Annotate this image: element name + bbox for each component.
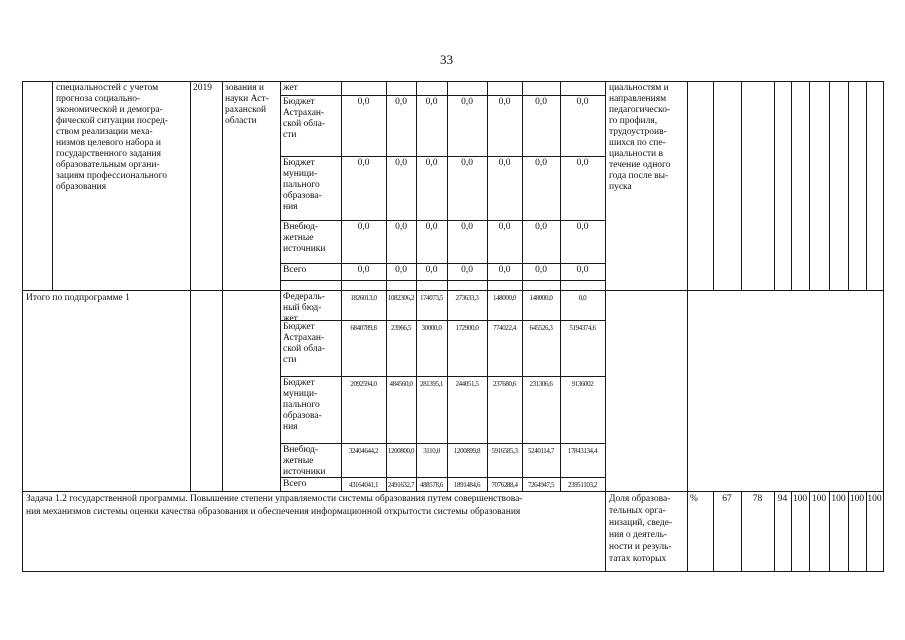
row-border bbox=[22, 571, 884, 572]
column-border bbox=[829, 81, 830, 291]
funding-value: 0,0 bbox=[425, 97, 438, 107]
column-border bbox=[774, 81, 775, 291]
funding-value: 0,0 bbox=[461, 97, 473, 107]
indicator-text: тельных орга- bbox=[609, 506, 666, 516]
funding-source: ния bbox=[283, 202, 298, 212]
funding-source: муници- bbox=[283, 389, 318, 399]
funding-value: 0,0 bbox=[576, 97, 589, 107]
column-border bbox=[416, 81, 417, 492]
target-value: 94 bbox=[777, 494, 788, 504]
funding-value: 2491632,7 bbox=[387, 481, 415, 489]
funding-value: 5194374,6 bbox=[569, 324, 596, 332]
funding-value: 0,0 bbox=[498, 265, 511, 275]
funding-value: 0,0 bbox=[498, 97, 511, 107]
funding-value: 6840789,8 bbox=[350, 324, 377, 332]
funding-value: 0,0 bbox=[357, 97, 370, 107]
funding-source: сти bbox=[283, 355, 297, 365]
funding-value: 0,0 bbox=[498, 158, 511, 168]
funding-value: 0,0 bbox=[535, 222, 547, 232]
indicator-text: ности и резуль- bbox=[609, 542, 672, 552]
target-value: 100 bbox=[792, 494, 808, 504]
funding-source: муници- bbox=[283, 169, 318, 179]
column-border bbox=[883, 491, 884, 572]
subtotal-label: Итого по подпрограмме 1 bbox=[26, 293, 130, 303]
indicator-text: низаций, сведе- bbox=[609, 518, 673, 528]
funding-source: Внебюд- bbox=[283, 445, 319, 455]
funding-value: 0,0 bbox=[395, 158, 407, 168]
program-description: экономической и демогра- bbox=[56, 105, 163, 115]
indicator-text: трудоустроив- bbox=[609, 127, 667, 137]
column-border bbox=[522, 81, 523, 492]
funding-value: 174073,5 bbox=[419, 294, 444, 302]
funding-value: 0,0 bbox=[535, 97, 547, 107]
executor-cell: науки Аст- bbox=[225, 94, 269, 104]
row-border bbox=[280, 320, 606, 321]
funding-source: Астрахан- bbox=[283, 333, 325, 343]
funding-source: образова- bbox=[283, 191, 322, 201]
funding-value: 484560,0 bbox=[389, 380, 413, 388]
column-border bbox=[190, 81, 191, 492]
column-border bbox=[487, 81, 488, 492]
program-description: низмов целевого набора и bbox=[56, 138, 161, 148]
column-border bbox=[605, 81, 606, 492]
funding-source: Бюджет bbox=[283, 97, 315, 107]
funding-value: 2092594,0 bbox=[350, 380, 377, 388]
indicator-text: направлениям bbox=[609, 94, 667, 104]
funding-value: 1200899,8 bbox=[453, 447, 481, 455]
funding-value: 0,0 bbox=[357, 158, 370, 168]
row-border bbox=[280, 477, 606, 478]
funding-source: образова- bbox=[283, 411, 322, 421]
indicator-text: циальностям и bbox=[609, 83, 669, 93]
funding-source: ния bbox=[283, 422, 298, 432]
column-border bbox=[605, 491, 606, 572]
funding-value: 23951103,2 bbox=[568, 481, 597, 489]
page-number: 33 bbox=[440, 52, 453, 67]
year-cell: 2019 bbox=[193, 83, 212, 93]
column-border bbox=[713, 81, 714, 291]
program-description: образовательным органи- bbox=[56, 160, 160, 170]
program-description: зациям профессионального bbox=[56, 171, 168, 181]
funding-value: 0,0 bbox=[461, 265, 473, 275]
funding-source: ный бюд- bbox=[283, 303, 322, 313]
funding-value: 1082306,2 bbox=[387, 294, 415, 302]
executor-cell: раханской bbox=[225, 105, 267, 115]
target-value: 100 bbox=[867, 494, 882, 504]
target-value: 78 bbox=[752, 494, 763, 504]
target-value: 100 bbox=[831, 494, 846, 504]
column-border bbox=[866, 81, 867, 291]
funding-value: 774022,4 bbox=[492, 324, 517, 332]
funding-value: 244051,5 bbox=[455, 380, 479, 388]
funding-value: 1891484,6 bbox=[453, 481, 481, 489]
column-border bbox=[687, 81, 688, 492]
funding-value: 148000,0 bbox=[492, 294, 517, 302]
funding-value: 0,0 bbox=[425, 265, 438, 275]
funding-value: 7076288,4 bbox=[491, 481, 518, 489]
funding-source: Бюджет bbox=[283, 158, 315, 168]
funding-value: 43164041,1 bbox=[348, 481, 379, 489]
indicator-text: педагогическо- bbox=[609, 105, 671, 115]
indicator-text: татах которых bbox=[609, 554, 667, 564]
funding-value: 17843134,4 bbox=[567, 447, 598, 455]
funding-source: ской обла- bbox=[283, 119, 326, 129]
column-border bbox=[22, 81, 23, 572]
row-border bbox=[280, 376, 606, 377]
target-value: 67 bbox=[722, 494, 732, 504]
funding-value: 0,0 bbox=[578, 294, 587, 302]
column-border bbox=[341, 81, 342, 492]
program-description: фической ситуации посред- bbox=[56, 116, 168, 126]
funding-value: 231306,6 bbox=[529, 380, 553, 388]
row-border bbox=[280, 280, 606, 281]
funding-value: 0,0 bbox=[425, 158, 438, 168]
column-border bbox=[222, 81, 223, 492]
task-description: Задача 1.2 государственной программы. Повышение степени управляемости системы образования путем совершенствова- bbox=[26, 494, 523, 504]
row-border bbox=[280, 263, 606, 264]
indicator-text: ния о деятель- bbox=[609, 530, 668, 540]
funding-source: жетные bbox=[283, 456, 314, 466]
funding-source: Бюджет bbox=[283, 322, 315, 332]
funding-source: источники bbox=[283, 244, 326, 254]
funding-value: 0,0 bbox=[498, 222, 511, 232]
funding-value: 0,0 bbox=[535, 158, 547, 168]
program-description: образования bbox=[56, 182, 107, 192]
funding-source: Федераль- bbox=[283, 292, 325, 302]
column-border bbox=[447, 81, 448, 492]
funding-value: 281395,1 bbox=[419, 380, 444, 388]
column-border bbox=[52, 81, 53, 291]
program-description: прогноза социально- bbox=[56, 94, 141, 104]
indicator-text: года после вы- bbox=[609, 171, 669, 181]
program-description: ством реализации меха- bbox=[56, 127, 153, 137]
row-border bbox=[280, 443, 606, 444]
program-description: государственного задания bbox=[56, 149, 161, 159]
funding-value: 1200800,0 bbox=[387, 447, 415, 455]
unit-cell: % bbox=[690, 494, 698, 504]
program-description: специальностей с учетом bbox=[56, 83, 159, 93]
row-border bbox=[280, 220, 606, 221]
indicator-text: течение одного bbox=[609, 160, 671, 170]
funding-value: 3110,0 bbox=[423, 447, 440, 455]
executor-cell: зования и bbox=[225, 83, 265, 93]
funding-source: Всего bbox=[283, 265, 307, 275]
funding-value: 23966,5 bbox=[391, 324, 411, 332]
row-border bbox=[22, 491, 884, 492]
funding-value: 273633,3 bbox=[455, 294, 479, 302]
funding-value: 0,0 bbox=[395, 265, 407, 275]
funding-value: 1826013,0 bbox=[350, 294, 377, 302]
funding-source: сти bbox=[283, 130, 297, 140]
funding-value: 0,0 bbox=[461, 222, 473, 232]
column-border bbox=[741, 81, 742, 291]
funding-value: 7264947,5 bbox=[527, 481, 555, 489]
row-border bbox=[280, 156, 606, 157]
funding-value: 0,0 bbox=[395, 222, 407, 232]
indicator-text: го профиля, bbox=[609, 116, 658, 126]
funding-source: Внебюд- bbox=[283, 222, 319, 232]
column-border bbox=[386, 81, 387, 492]
funding-source: жет bbox=[283, 83, 298, 93]
funding-source: источники bbox=[283, 467, 326, 477]
target-value: 100 bbox=[811, 494, 827, 504]
column-border bbox=[280, 81, 281, 492]
funding-value: 32404644,2 bbox=[348, 447, 379, 455]
funding-value: 237680,6 bbox=[492, 380, 517, 388]
column-border bbox=[848, 81, 849, 291]
funding-value: 148000,0 bbox=[529, 294, 553, 302]
funding-value: 0,0 bbox=[576, 265, 589, 275]
column-border bbox=[809, 81, 810, 291]
funding-value: 0,0 bbox=[357, 222, 370, 232]
funding-source: Всего bbox=[283, 479, 307, 489]
row-border bbox=[280, 95, 606, 96]
funding-value: 0,0 bbox=[576, 158, 589, 168]
funding-source: жет bbox=[283, 314, 298, 324]
funding-source: Астрахан- bbox=[283, 108, 325, 118]
column-border bbox=[687, 491, 688, 572]
indicator-text: пуска bbox=[609, 182, 632, 192]
funding-source: пального bbox=[283, 180, 320, 190]
funding-value: 0,0 bbox=[461, 158, 473, 168]
column-border bbox=[883, 81, 884, 291]
funding-value: 0,0 bbox=[576, 222, 589, 232]
indicator-text: Доля образова- bbox=[609, 494, 671, 504]
funding-source: Бюджет bbox=[283, 378, 315, 388]
funding-value: 488578,6 bbox=[419, 481, 444, 489]
row-border bbox=[22, 81, 884, 82]
funding-value: 0,0 bbox=[357, 265, 370, 275]
funding-source: пального bbox=[283, 400, 320, 410]
row-border bbox=[22, 290, 884, 291]
indicator-text: циальности в bbox=[609, 149, 663, 159]
executor-cell: области bbox=[225, 116, 257, 126]
task-description: ния механизмов системы оценки качества образования и обеспечения информационной открытости системы образования bbox=[26, 507, 521, 517]
funding-value: 0,0 bbox=[535, 265, 547, 275]
funding-source: жетные bbox=[283, 233, 314, 243]
target-value: 100 bbox=[849, 494, 865, 504]
funding-value: 5240114,7 bbox=[528, 447, 554, 455]
column-border bbox=[560, 81, 561, 492]
funding-value: 0,0 bbox=[425, 222, 438, 232]
funding-value: 30000,0 bbox=[421, 324, 442, 332]
funding-value: 645526,3 bbox=[529, 324, 553, 332]
funding-value: 0,0 bbox=[395, 97, 407, 107]
funding-value: 9136002 bbox=[571, 380, 594, 388]
column-border bbox=[791, 81, 792, 291]
funding-value: 172900,0 bbox=[455, 324, 479, 332]
funding-source: ской обла- bbox=[283, 344, 326, 354]
funding-value: 5916585,3 bbox=[491, 447, 518, 455]
indicator-text: шихся по спе- bbox=[609, 138, 666, 148]
